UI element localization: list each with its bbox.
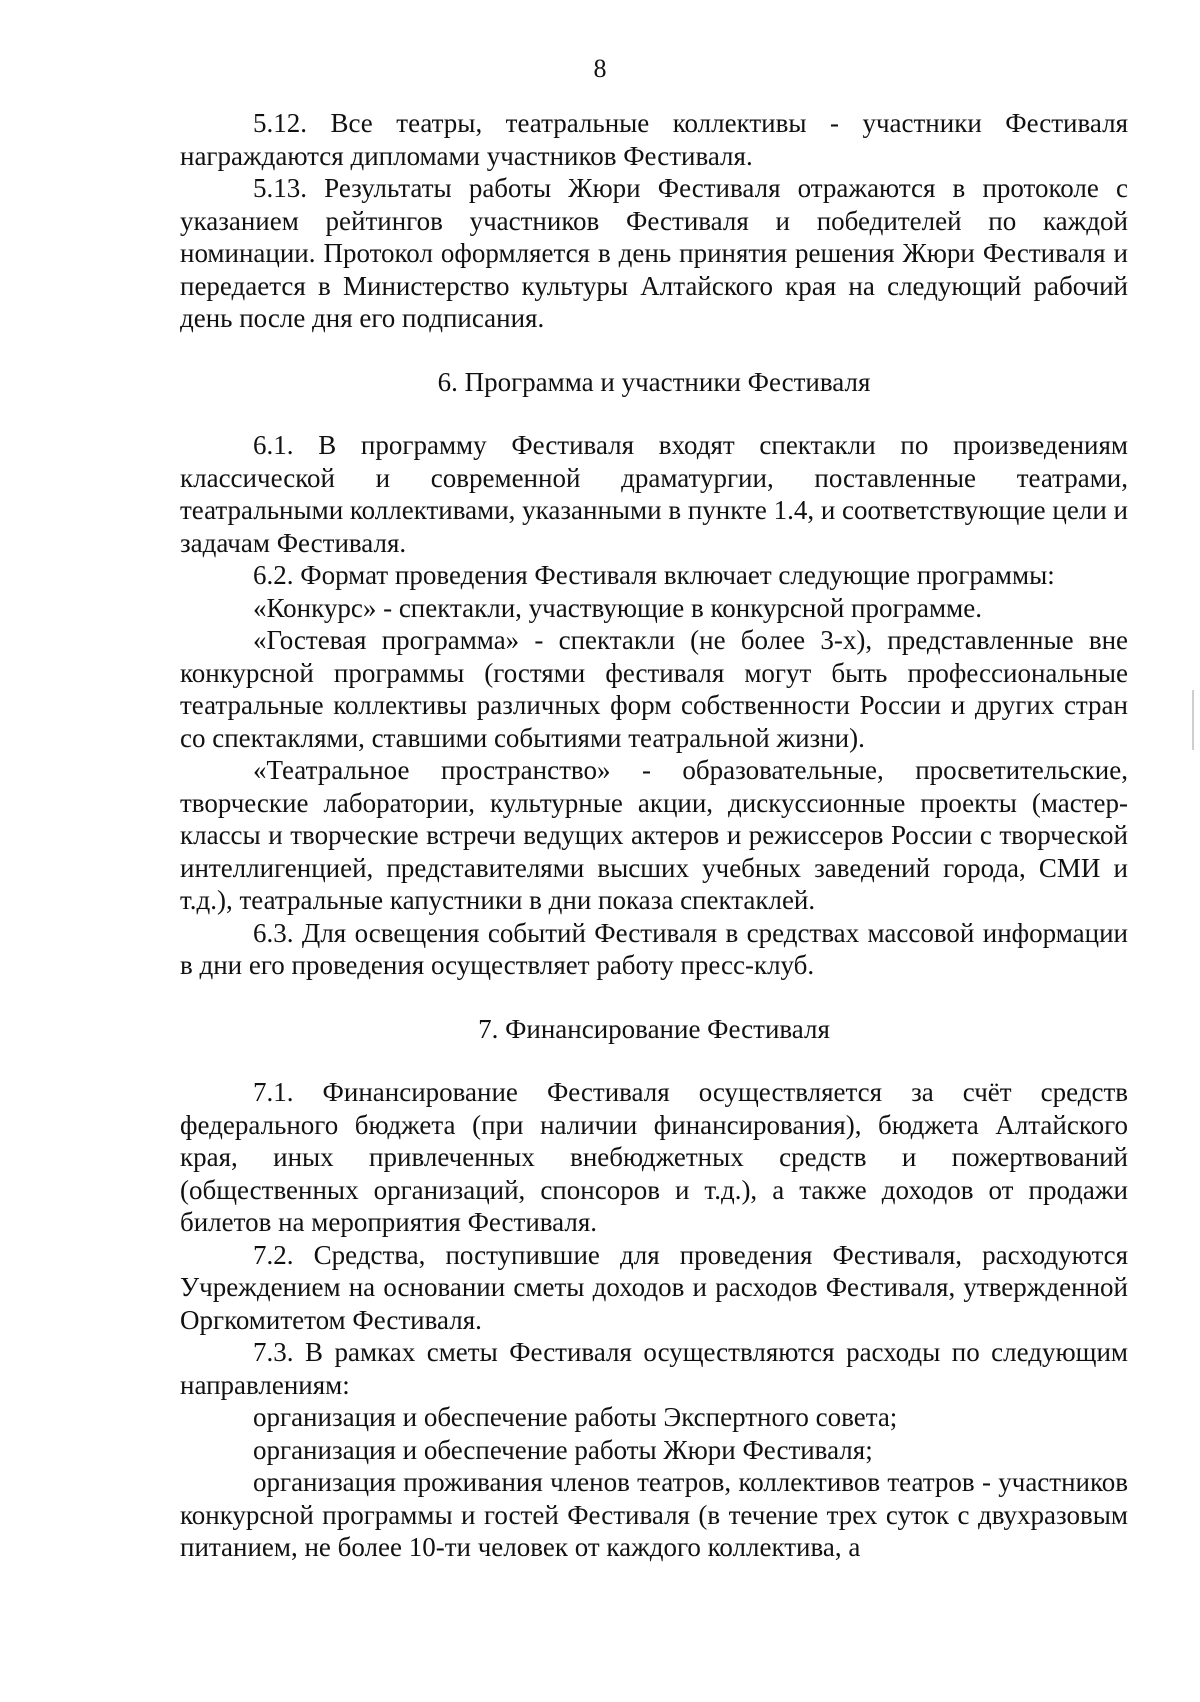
list-item-expert-council: организация и обеспечение работы Экспертного совета; — [253, 1402, 898, 1432]
page-number: 8 — [593, 54, 607, 83]
section-heading-7: 7. Финансирование Фестиваля — [478, 1013, 830, 1044]
paragraph-konkurs: «Конкурс» - спектакли, участвующие в конкурсной программе. — [253, 592, 982, 623]
paragraph-7-3: 7.3. В рамках сметы Фестиваля осуществляются расходы по следующим направлениям: — [180, 1337, 1128, 1400]
document-body — [180, 107, 1128, 1564]
paragraph-7-1: 7.1. Финансирование Фестиваля осуществляется за счёт средств федерального бюджета (при наличии финансирования), бюджета Алтайского края, иных привлеченных внебюджетных средств и пожертвований (общественных организаций, спонсоров и т.д.), а также доходов от продажи билетов на мероприятия Фестиваля. — [180, 1077, 1128, 1237]
paragraph-6-3: 6.3. Для освещения событий Фестиваля в средствах массовой информации в дни его проведения осуществляет работу пресс-клуб. — [180, 917, 1128, 980]
paragraph-guest-program: «Гостевая программа» - спектакли (не более 3-х), представленные вне конкурсной программы (гостями фестиваля могут быть профессиональные театральные коллективы различных форм собственности России и других стран со спектаклями, ставшими событиями театральной жизни). — [180, 625, 1128, 753]
paragraph-5-13: 5.13. Результаты работы Жюри Фестиваля отражаются в протоколе с указанием рейтингов участников Фестиваля и победителей по каждой номинации. Протокол оформляется в день принятия решения Жюри Фестиваля и передается в Министерство культуры Алтайского края на следующий рабочий день после дня его подписания. — [180, 173, 1128, 333]
section-heading-6: 6. Программа и участники Фестиваля — [437, 366, 871, 397]
paragraph-6-2: 6.2. Формат проведения Фестиваля включает следующие программы: — [253, 560, 1055, 590]
paragraph-theatre-space: «Театральное пространство» - образовательные, просветительские, творческие лаборатории, культурные акции, дискуссионные проекты (мастер-классы и творческие встречи ведущих актеров и режиссеров России с творческой интеллигенцией, представителями высших учебных заведений города, СМИ и т.д.), театральные капустники в дни показа спектаклей. — [180, 755, 1128, 915]
list-item-accommodation: организация проживания членов театров, коллективов театров - участников конкурсной программы и гостей Фестиваля (в течение трех суток с двухразовым питанием, не более 10-ти человек от каждого коллектива, а — [180, 1467, 1128, 1562]
paragraph-6-1: 6.1. В программу Фестиваля входят спектакли по произведениям классической и современной драматургии, поставленные театрами, театральными коллективами, указанными в пункте 1.4, и соответствующие цели и задачам Фестиваля. — [180, 430, 1128, 558]
scan-edge-mark — [1192, 690, 1194, 750]
list-item-jury: организация и обеспечение работы Жюри Фестиваля; — [253, 1434, 873, 1465]
paragraph-5-12: 5.12. Все театры, театральные коллективы - участники Фестиваля награждаются дипломами участников Фестиваля. — [180, 108, 1128, 171]
paragraph-7-2: 7.2. Средства, поступившие для проведения Фестиваля, расходуются Учреждением на основании сметы доходов и расходов Фестиваля, утвержденной Оргкомитетом Фестиваля. — [180, 1239, 1128, 1335]
